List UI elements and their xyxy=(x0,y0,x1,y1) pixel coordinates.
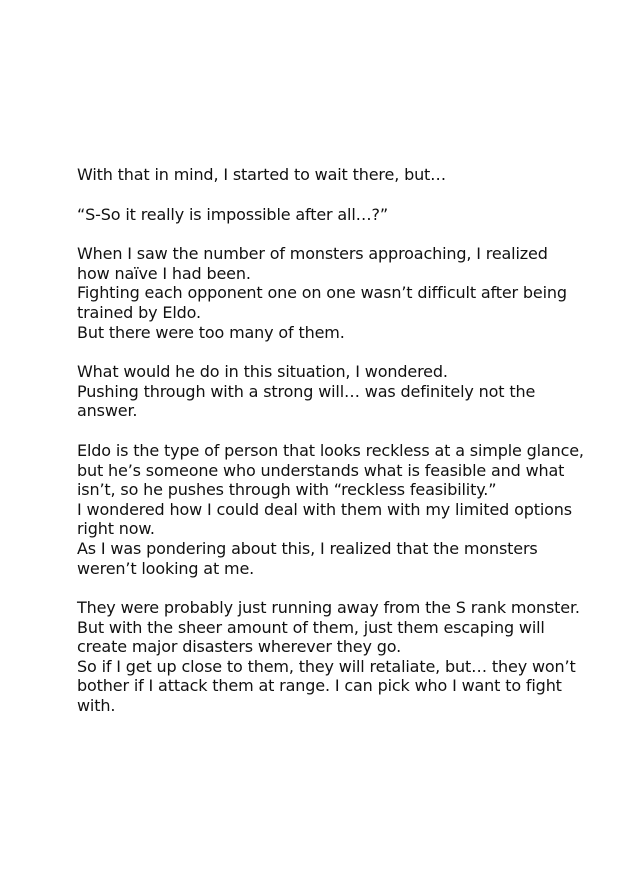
text-line: answer. xyxy=(77,401,138,421)
text-line: What would he do in this situation, I wondered. xyxy=(77,362,448,382)
text-line: how naïve I had been. xyxy=(77,263,251,283)
text-line: create major disasters wherever they go. xyxy=(77,637,402,657)
text-line: “S-So it really is impossible after all…?” xyxy=(77,204,388,224)
paragraph-2 xyxy=(77,205,597,225)
text-line: When I saw the number of monsters approaching, I realized xyxy=(77,244,548,264)
paragraph-3 xyxy=(77,244,597,342)
text-line: As I was pondering about this, I realized that the monsters xyxy=(77,538,538,558)
text-line: But there were too many of them. xyxy=(77,322,345,342)
text-line: I wondered how I could deal with them with my limited options xyxy=(77,499,572,519)
text-line: right now. xyxy=(77,519,155,539)
text-line: isn’t, so he pushes through with “reckless feasibility.” xyxy=(77,480,497,500)
text-line: bother if I attack them at range. I can pick who I want to fight xyxy=(77,676,562,696)
text-line: Eldo is the type of person that looks reckless at a simple glance, xyxy=(77,440,584,460)
text-line: with. xyxy=(77,696,116,716)
text-line: They were probably just running away from the S rank monster. xyxy=(77,598,580,618)
paragraph-1 xyxy=(77,165,597,185)
text-line: Fighting each opponent one on one wasn’t difficult after being xyxy=(77,283,567,303)
paragraph-5 xyxy=(77,441,597,578)
text-line: Pushing through with a strong will… was definitely not the xyxy=(77,381,536,401)
text-line: But with the sheer amount of them, just them escaping will xyxy=(77,617,545,637)
text-line: weren’t looking at me. xyxy=(77,558,255,578)
text-line: So if I get up close to them, they will retaliate, but… they won’t xyxy=(77,656,576,676)
text-line: With that in mind, I started to wait there, but… xyxy=(77,165,447,184)
paragraph-4 xyxy=(77,362,597,421)
text-line: but he’s someone who understands what is feasible and what xyxy=(77,460,565,480)
document-body xyxy=(77,165,597,736)
text-line: trained by Eldo. xyxy=(77,302,201,322)
paragraph-6 xyxy=(77,598,597,716)
